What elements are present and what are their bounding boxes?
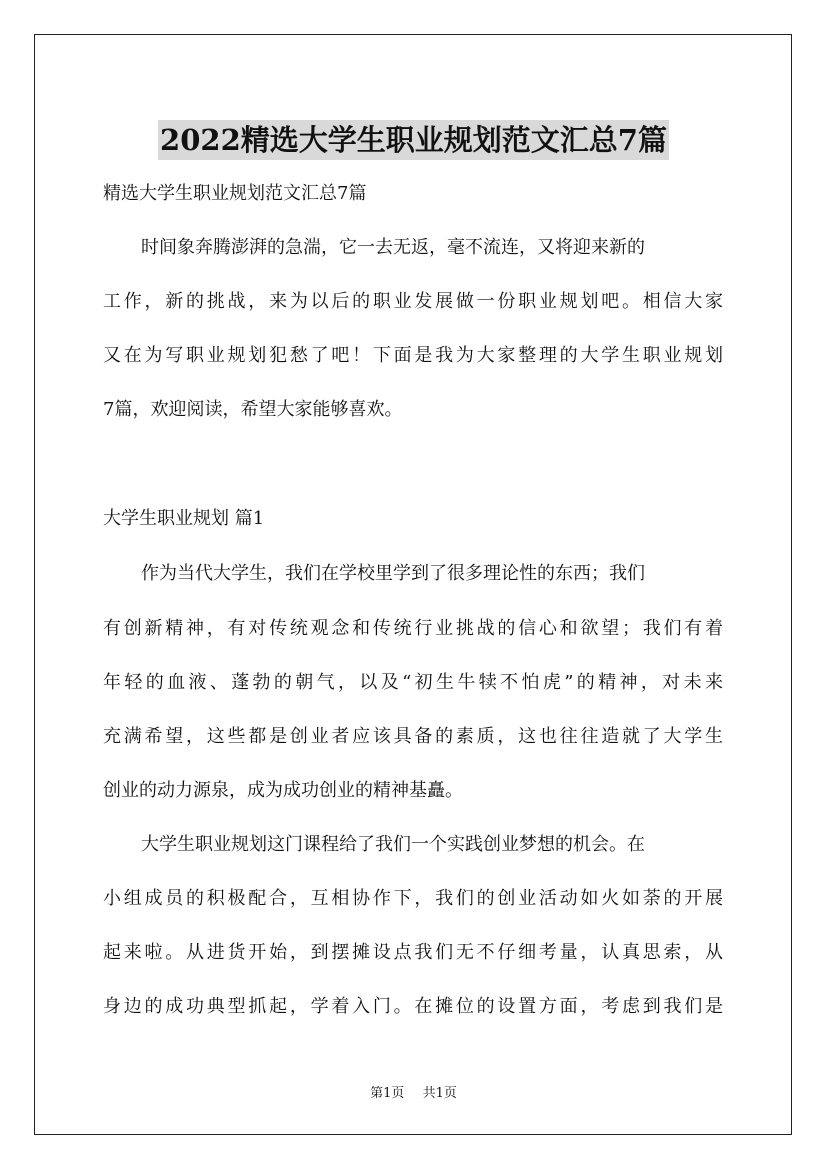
paragraph2-line-1: 大学生职业规划这门课程给了我们一个实践创业梦想的机会。在 <box>141 834 645 855</box>
paragraph1-line-4: 充满希望，这些都是创业者应该具备的素质，这也往往造就了大学生 <box>103 726 723 747</box>
paragraph2-line-3: 起来啦。从进货开始，到摆摊设点我们无不仔细考量，认真思索，从 <box>103 942 723 963</box>
document-title: 2022精选大学生职业规划范文汇总7篇 <box>158 120 669 160</box>
title-container <box>0 101 827 180</box>
paragraph1-line-5: 创业的动力源泉，成为成功创业的精神基矗。 <box>103 780 463 801</box>
document-subtitle: 精选大学生职业规划范文汇总7篇 <box>103 183 367 204</box>
paragraph1-line-3: 年轻的血液、蓬勃的朝气，以及“初生牛犊不怕虎”的精神，对未来 <box>103 672 723 693</box>
paragraph1-line-2: 有创新精神，有对传统观念和传统行业挑战的信心和欲望；我们有着 <box>103 618 723 639</box>
paragraph2-line-2: 小组成员的积极配合，互相协作下，我们的创业活动如火如荼的开展 <box>103 888 723 909</box>
intro-line-1: 时间象奔腾澎湃的急湍，它一去无返，毫不流连，又将迎来新的 <box>141 237 645 258</box>
intro-line-2: 工作，新的挑战，来为以后的职业发展做一份职业规划吧。相信大家 <box>103 291 723 312</box>
paragraph1-line-1: 作为当代大学生，我们在学校里学到了很多理论性的东西；我们 <box>141 563 645 584</box>
intro-line-3: 又在为写职业规划犯愁了吧！下面是我为大家整理的大学生职业规划 <box>103 345 723 366</box>
paragraph2-line-4: 身边的成功典型抓起，学着入门。在摊位的设置方面，考虑到我们是 <box>103 996 723 1017</box>
intro-line-4: 7篇，欢迎阅读，希望大家能够喜欢。 <box>103 399 403 420</box>
total-pages: 共1页 <box>422 1086 457 1101</box>
page-footer <box>0 1085 827 1103</box>
section-heading: 大学生职业规划 篇1 <box>103 508 265 529</box>
page-number: 第1页 <box>370 1086 405 1101</box>
